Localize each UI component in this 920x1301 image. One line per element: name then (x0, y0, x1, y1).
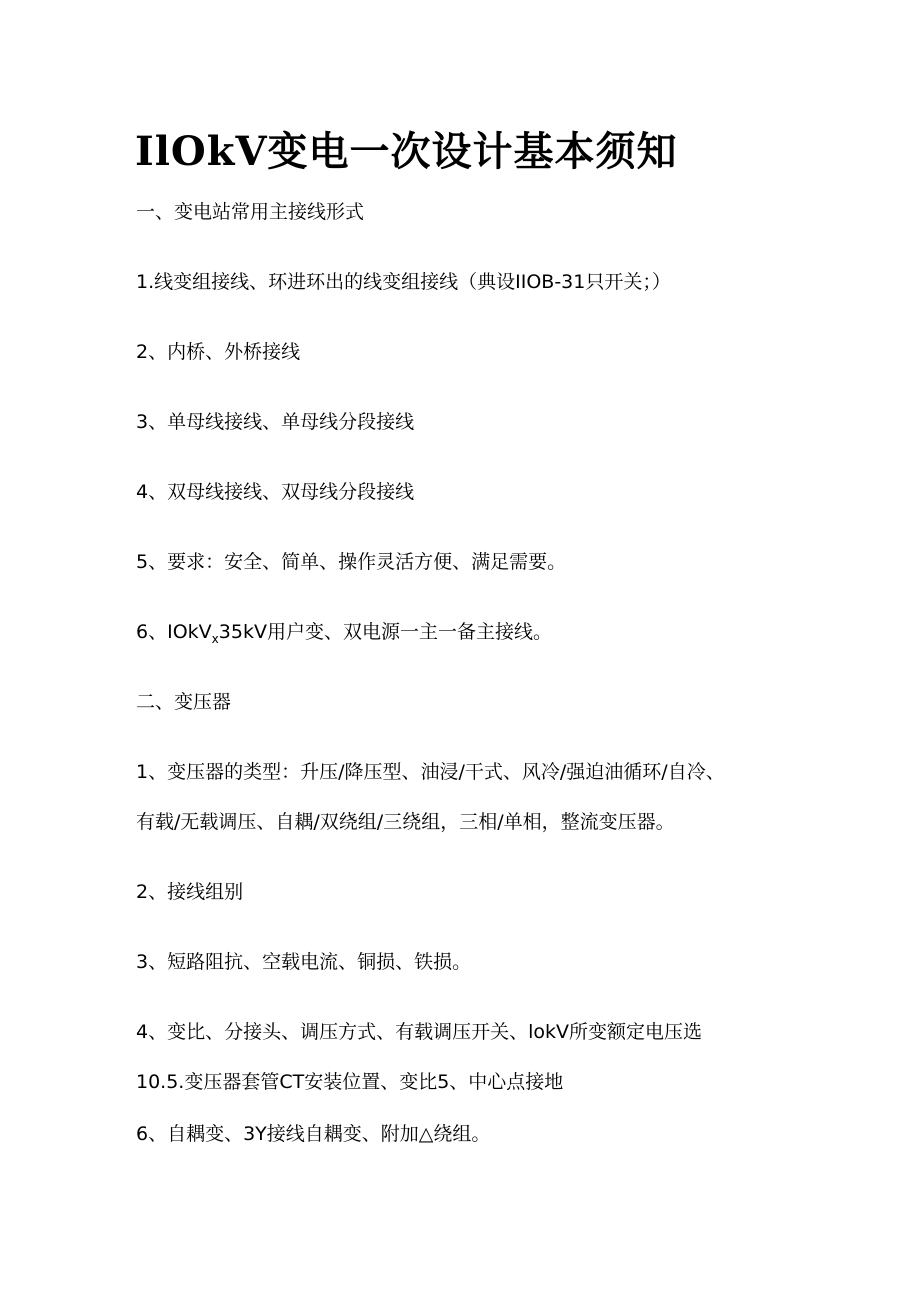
section2-heading: 二、变压器 (136, 691, 232, 713)
section2-item1-line1: 1、变压器的类型：升压/降压型、油浸/干式、风冷/强迫油循环/自冷、 (136, 761, 725, 783)
section1-item6-post: 35kV用户变、双电源一主一备主接线。 (218, 621, 552, 643)
section2-item3: 3、短路阻抗、空载电流、铜损、铁损。 (136, 951, 472, 973)
section1-item1: 1.线变组接线、环进环出的线变组接线（典设IIOB-31只开关；） (136, 271, 671, 293)
section1-item5: 5、要求：安全、简单、操作灵活方便、满足需要。 (136, 551, 567, 573)
section1-heading: 一、变电站常用主接线形式 (136, 201, 365, 223)
section1-item2: 2、内桥、外桥接线 (136, 341, 301, 363)
section2-item2: 2、接线组别 (136, 881, 244, 903)
document-title: IlOkV变电一次设计基本须知 (135, 128, 678, 175)
section2-item1-line2: 有载/无载调压、自耦/双绕组/三绕组，三相/单相，整流变压器。 (136, 811, 675, 833)
section1-item4: 4、双母线接线、双母线分段接线 (136, 481, 415, 503)
section1-item6-pre: 6、IOkV (136, 621, 212, 643)
section1-item6 (136, 619, 552, 652)
section1-item3: 3、单母线接线、单母线分段接线 (136, 411, 415, 433)
section2-item4-line1: 4、变比、分接头、调压方式、有载调压开关、lokV所变额定电压选 (136, 1021, 702, 1043)
section1-item6-sub: x (211, 632, 219, 646)
section2-item4-line2: 10.5.变压器套管CT安装位置、变比5、中心点接地 (136, 1071, 564, 1093)
section2-item5: 6、自耦变、3Y接线自耦变、附加△绕组。 (136, 1123, 491, 1145)
